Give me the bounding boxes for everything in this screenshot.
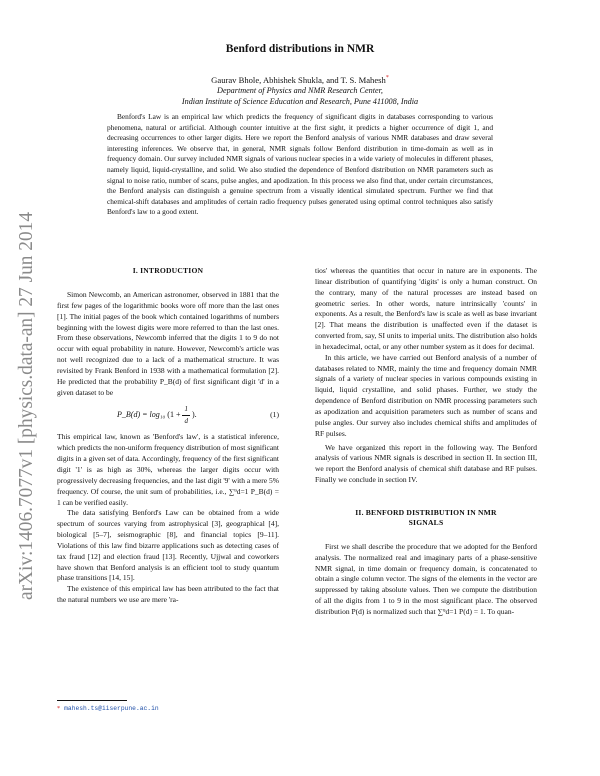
author-footnote-mark[interactable]: * [385, 75, 389, 82]
right-column [315, 266, 537, 618]
equation-paren-close: ). [191, 410, 197, 420]
intro-paragraph-7: We have organized this report in the following way. The Benford analysis of various NMR signals is described in section II. In section III, we report the Benford analysis of chemical shift database and RF pulses. Finally we conclude in section IV. [315, 442, 537, 485]
intro-paragraph-6: In this article, we have carried out Benford analysis of a number of databases related to NMR, mainly the time and frequency domain NMR signals of a variety of nuclear species in various compounds existing in liquid, liquid crystalline, and solid phases. Further, we study the dependence of Benford distribution on NMR processing parameters such as apodization and acquisition parameters such as number of scans and pulse angles. Our survey also includes chemical shifts and amplitudes of RF pulses. [315, 352, 537, 438]
author-names: Gaurav Bhole, Abhishek Shukla, and T. S. Mahesh [211, 75, 386, 85]
equation-frac-denominator: d [184, 416, 188, 425]
intro-paragraph-5: tios' whereas the quantities that occur in nature are in exponents. The linear distribution of quantifying 'digits' is only a human construct. On the contrary, many of the natural processes are instead based on geometric series. In other words, nature intrinsically 'counts' in exponents. As a result, the Benford's law is scale as well as base invariant [2]. That means the distribution is unaffected even if the dataset is converted from, say, SI units to imperial units. The distribution also holds in hexadecimal, octal, or any other number system as it does for decimal. [315, 266, 537, 351]
arxiv-identifier-text: arXiv:1406.7077v1 [physics.data-an] 27 Jun 2014 [16, 208, 37, 600]
intro-paragraph-1: Simon Newcomb, an American astronomer, observed in 1881 that the first few pages of the logarithmic books wore off more than the last ones [1]. The initial pages of the book which contained logarithms of numbers beginning with the lowest digits were more referred to than the last ones. From these observations, Newcomb inferred that the digits 1 to 9 do not occur with equal probability in nature. However, Newcomb's article was not well recognized due to a lack of a mathematical structure. It was revisited by Frank Benford in 1938 with a mathematical formulation [2]. He predicted that the probability P_B(d) of first significant digit 'd' in a given dataset to be [57, 290, 279, 397]
intro-paragraph-2: This empirical law, known as 'Benford's law', is a statistical inference, which predicts the non-uniform frequency distribution of most significant digits in a given set of data. Accordingly, frequency of the first significant digit '1' is as high as 30%, whereas the larger digits occur with progressively decreasing frequencies, and the last digit '9' with a mere 5% frequency. Of course, the unit sum of probabilities, i.e., ∑⁹d=1 P_B(d) = 1 can be verified easily. [57, 432, 279, 507]
footnote-divider [57, 700, 127, 701]
paper-title: Benford distributions in NMR [225, 43, 375, 55]
equation-number: (1) [270, 410, 279, 420]
footnote-mark: * [57, 705, 61, 712]
author-list [0, 75, 600, 85]
footnote-email-link[interactable]: mahesh.ts@iiserpune.ac.in [64, 705, 159, 712]
affiliation-institute: Indian Institute of Science Education and Research, Pune 411008, India [181, 97, 419, 106]
affiliation-department: Department of Physics and NMR Research Center, [217, 86, 383, 95]
left-column [57, 266, 279, 606]
abstract: Benford's Law is an empirical law which predicts the frequency of significant digits in databases corresponding to various phenomena, natural or artificial. Although counter intuitive at the first sight, it predicts a higher occurrence of digit 1, and decreasing occurrences to other larger digits. Here we report the Benford analysis of various NMR databases and draw several interesting inferences. We observe that, in general, NMR signals follow Benford distribution in time-domain as well as in frequency domain. Our survey included NMR signals of various nuclear species in a wide variety of molecules in different phases, namely liquid, liquid-crystalline, and solid. We also studied the dependence of Benford distribution on NMR parameters such as signal to noise ratio, number of scans, pulse angles, and apodization. In this process we also find that, under certain circumstances, the Benford analysis can distinguish a genuine spectrum from a visually identical simulated spectrum. Further we find that chemical-shift databases and amplitudes of certain radio frequency pulses generated using optimal control techniques also satisfy Benford's law to a good extent. [107, 112, 493, 217]
equation-paren-open: (1 + [167, 410, 181, 420]
section-heading-line-2: SIGNALS [408, 517, 444, 527]
footnote [57, 705, 159, 712]
section2-paragraph-1: First we shall describe the procedure that we adopted for the Benford analysis. The normalized real and imaginary parts of a phase-sensitive NMR signal, in time domain or frequency domain, is concatenated to obtain a single column vector. The signs of the elements in the vector are suppressed by taking absolute values. Then we compute the distribution of all the digits from 1 to 9 in the most significant place. The observed distribution P(d) is normalized such that ∑⁹d=1 P(d) = 1. To quan- [315, 541, 537, 616]
section-heading-introduction: I. INTRODUCTION [132, 266, 204, 275]
equation-fraction [182, 404, 190, 427]
intro-paragraph-4: The existence of this empirical law has been attributed to the fact that the natural numbers we use are mere 'ra- [57, 584, 279, 605]
equation-1 [57, 404, 279, 426]
arxiv-identifier [2, 205, 42, 605]
section-heading-benford-nmr [315, 508, 537, 528]
equation-frac-numerator: 1 [182, 404, 190, 416]
section-spacer [315, 486, 537, 508]
section-heading-line-1: II. BENFORD DISTRIBUTION IN NMR [355, 507, 497, 517]
intro-paragraph-3: The data satisfying Benford's Law can be obtained from a wide spectrum of sources varying from astrophysical [3], geographical [4], biological [5–7], seismographic [8], and financial topics [9–11]. Violations of this law find bizarre applications such as detecting cases of tax fraud [12] and election fraud [13]. Recently, Ujjwal and coworkers have shown that Benford analysis is an efficient tool to study quantum phase transitions [14, 15]. [57, 508, 279, 583]
equation-body [117, 404, 197, 427]
equation-lhs: P_B(d) = log₁₀ [117, 410, 166, 420]
